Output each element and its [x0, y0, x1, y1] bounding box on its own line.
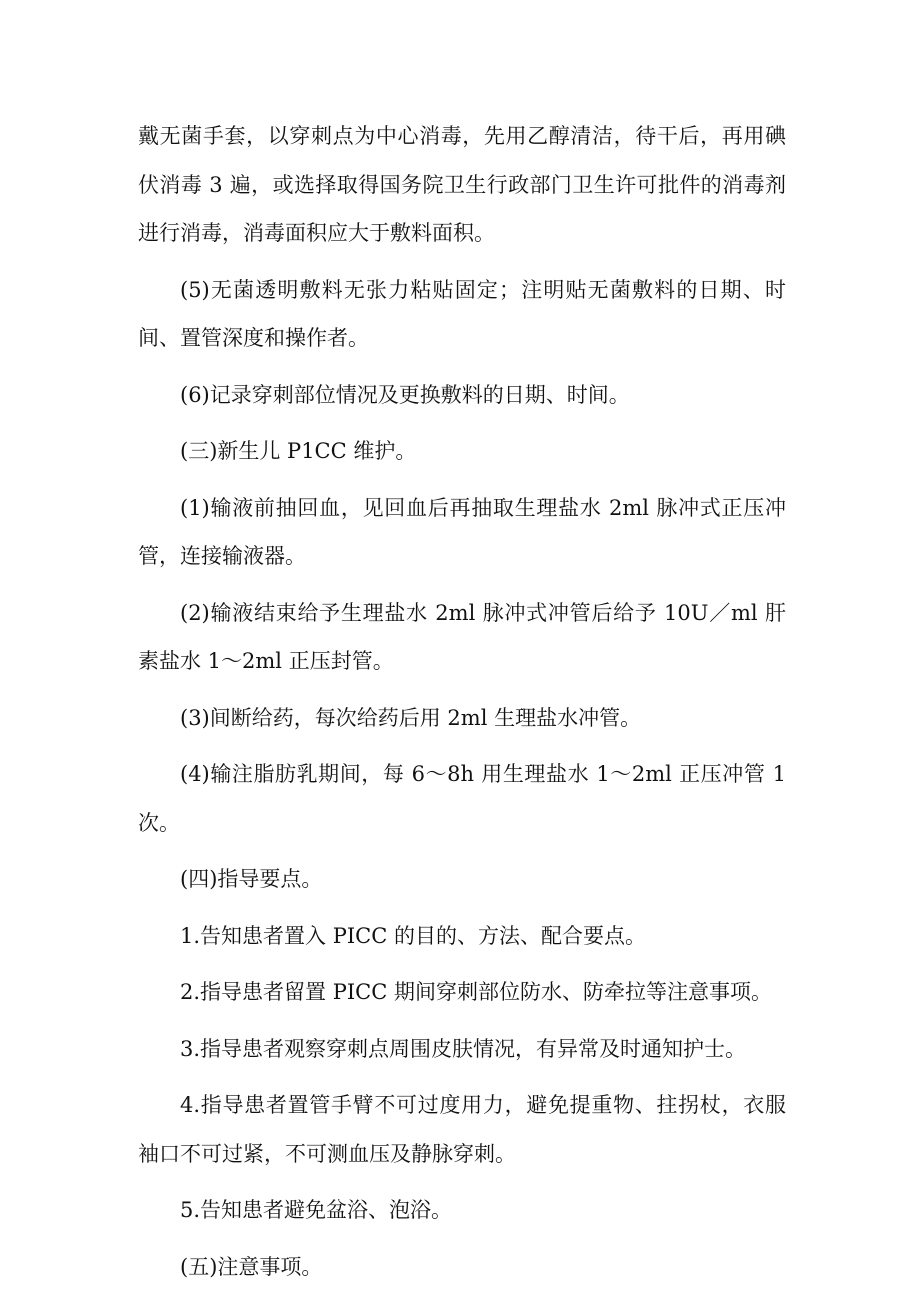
guidance-item-1: 1.告知患者置入 PICC 的目的、方法、配合要点。 [180, 923, 646, 948]
paragraph-step-5: (5)无菌透明敷料无张力粘贴固定；注明贴无菌敷料的日期、时间、置管深度和操作者。 [138, 277, 786, 350]
paragraph-maintenance-2: (2)输液结束给予生理盐水 2ml 脉冲式冲管后给予 10U／ml 肝素盐水 1～2ml 正压封管。 [138, 600, 786, 673]
section-heading-4: (四)指导要点。 [180, 867, 323, 891]
section-heading-3: (三)新生儿 P1CC 维护。 [180, 439, 417, 463]
guidance-item-5: 5.告知患者避免盆浴、泡浴。 [180, 1198, 453, 1222]
paragraph-maintenance-4: (4)输注脂肪乳期间，每 6～8h 用生理盐水 1～2ml 正压冲管 1 次。 [138, 762, 786, 835]
section-heading-5: (五)注意事项。 [180, 1254, 323, 1279]
guidance-item-4: 4.指导患者置管手臂不可过度用力，避免提重物、拄拐杖，衣服袖口不可过紧，不可测血压及静脉穿刺。 [138, 1093, 786, 1166]
guidance-item-2: 2.指导患者留置 PICC 期间穿刺部位防水、防牵拉等注意事项。 [180, 980, 772, 1004]
paragraph-maintenance-1: (1)输液前抽回血，见回血后再抽取生理盐水 2ml 脉冲式正压冲管，连接输液器。 [138, 495, 786, 568]
guidance-item-3: 3.指导患者观察穿刺点周围皮肤情况，有异常及时通知护士。 [180, 1036, 747, 1061]
paragraph-continuation: 戴无菌手套，以穿刺点为中心消毒，先用乙醇清洁，待干后，再用碘伏消毒 3 遍，或选择取得国务院卫生行政部门卫生许可批件的消毒剂进行消毒，消毒面积应大于敷料面积。 [138, 124, 786, 245]
document-body [138, 112, 786, 1291]
paragraph-step-6: (6)记录穿刺部位情况及更换敷料的日期、时间。 [180, 382, 630, 407]
paragraph-maintenance-3: (3)间断给药，每次给药后用 2ml 生理盐水冲管。 [180, 705, 642, 730]
